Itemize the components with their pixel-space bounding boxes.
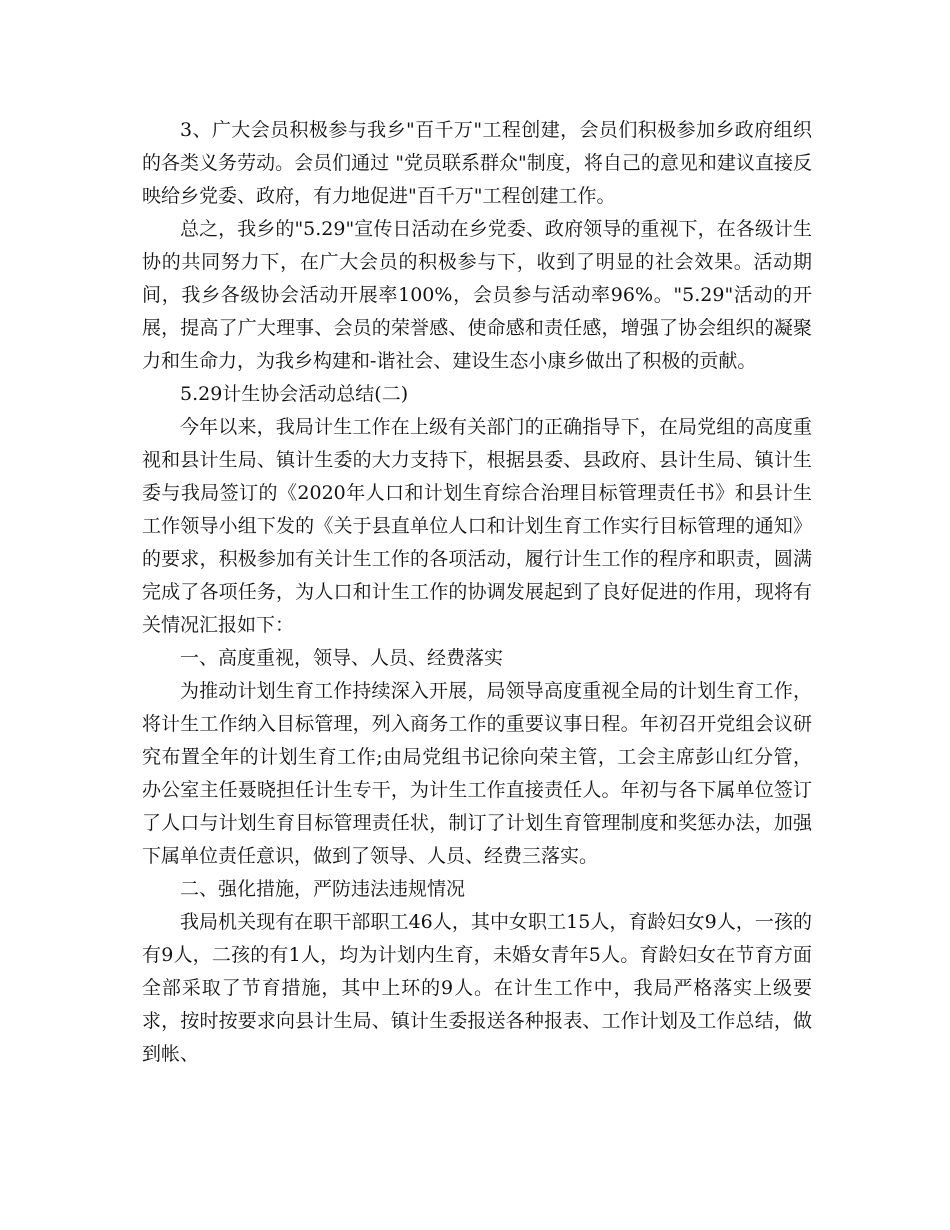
paragraph-member-participation: 3、广大会员积极参与我乡"百千万"工程创建，会员们积极参加乡政府组织的各类义务劳动。会员们通过 "党员联系群众"制度，将自己的意见和建议直接反映给乡党委、政府，有力地促进"百千万"工程创建工作。 [142, 119, 812, 207]
paragraph-section-two: 我局机关现有在职干部职工46人，其中女职工15人，育龄妇女9人，一孩的有9人，二孩的有1人，均为计划内生育，未婚女青年5人。育龄妇女在节育方面全部采取了节育措施，其中上环的9人。在计生工作中，我局严格落实上级要求，按时按要求向县计生局、镇计生委报送各种报表、工作计划及工作总结，做到帐、 [142, 911, 812, 1065]
section-title-summary-two: 5.29计生协会活动总结(二) [180, 383, 409, 405]
paragraph-summary: 总之，我乡的"5.29"宣传日活动在乡党委、政府领导的重视下，在各级计生协的共同努力下，在广大会员的积极参与下，收到了明显的社会效果。活动期间，我乡各级协会活动开展率100%，会员参与活动率96%。"5.29"活动的开展，提高了广大理事、会员的荣誉感、使命感和责任感，增强了协会组织的凝聚力和生命力，为我乡构建和-谐社会、建设生态小康乡做出了积极的贡献。 [142, 218, 812, 372]
paragraph-introduction: 今年以来，我局计生工作在上级有关部门的正确指导下，在局党组的高度重视和县计生局、镇计生委的大力支持下，根据县委、县政府、县计生局、镇计生委与我局签订的《2020年人口和计划生育综合治理目标管理责任书》和县计生工作领导小组下发的《关于县直单位人口和计划生育工作实行目标管理的通知》的要求，积极参加有关计生工作的各项活动，履行计生工作的程序和职责，圆满完成了各项任务，为人口和计生工作的协调发展起到了良好促进的作用，现将有关情况汇报如下： [142, 416, 812, 636]
paragraph-section-one: 为推动计划生育工作持续深入开展，局领导高度重视全局的计划生育工作，将计生工作纳入目标管理，列入商务工作的重要议事日程。年初召开党组会议研究布置全年的计划生育工作;由局党组书记徐向荣主管，工会主席彭山红分管，办公室主任聂晓担任计生专干，为计生工作直接责任人。年初与各下属单位签订了人口与计划生育目标管理责任状，制订了计划生育管理制度和奖惩办法，加强下属单位责任意识，做到了领导、人员、经费三落实。 [142, 680, 812, 867]
heading-section-two: 二、强化措施，严防违法违规情况 [180, 878, 466, 900]
heading-section-one: 一、高度重视，领导、人员、经费落实 [180, 647, 504, 669]
document-body [142, 114, 812, 1071]
